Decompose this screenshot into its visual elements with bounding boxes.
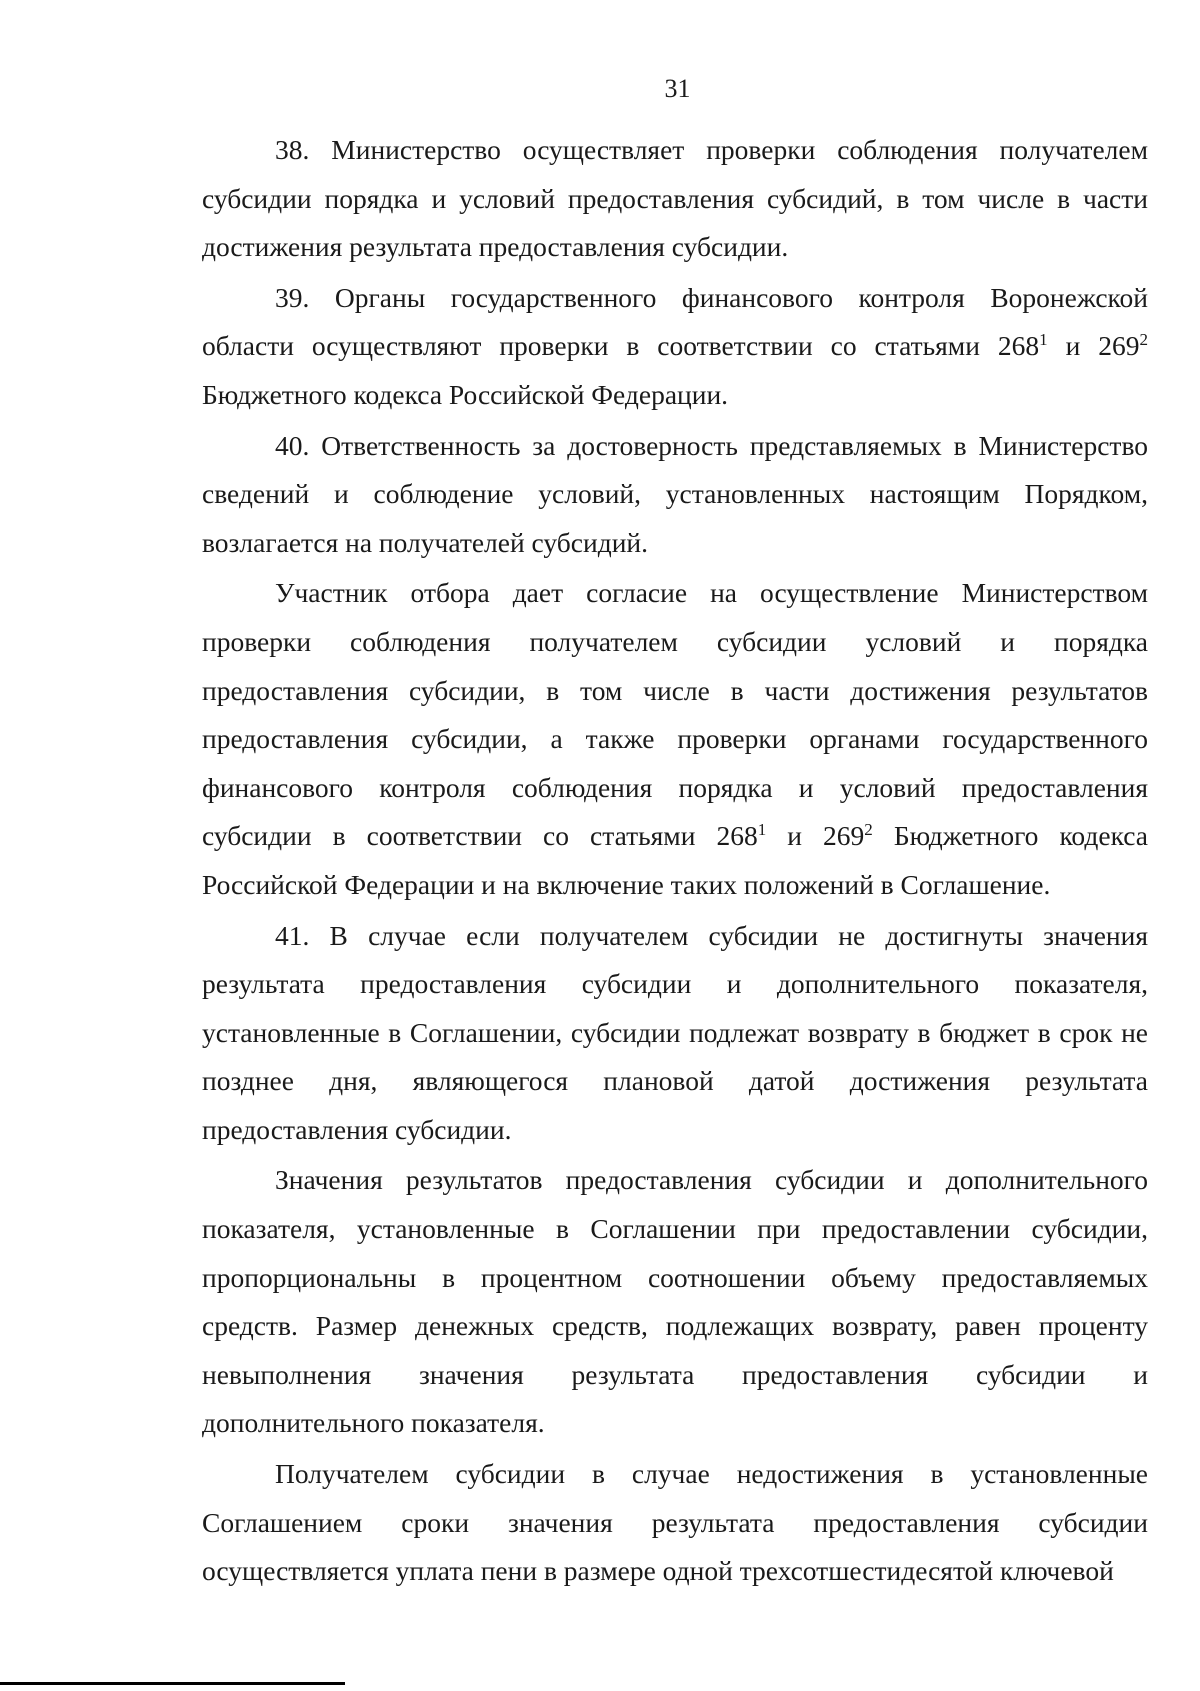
paragraph-40: 40. Ответственность за достоверность представляемых в Министерство сведений и соблюдение условий, установленных настоящим Порядком, возлагается на получателей субсидий. (202, 429, 1148, 558)
superscript-1: 1 (757, 820, 767, 840)
paragraph-38: 38. Министерство осуществляет проверки соблюдения получателем субсидии порядка и условий предоставления субсидий, в том числе в части достижения результата предоставления субсидии. (202, 134, 1148, 263)
paragraph-40-consent-text-a: Участник отбора дает согласие на осуществление Министерством проверки соблюдения получателем субсидии условий и порядка предоставления субсидии, в том числе в части достижения результатов предоставления субсидии, а также проверки органами государственного финансового контроля соблюдения порядка и условий предоставления субсидии в соответствии со статьями 268 (202, 577, 1148, 852)
superscript-2: 2 (864, 820, 873, 840)
superscript-2: 2 (1139, 330, 1149, 350)
paragraph-39-text-c: Бюджетного кодекса Российской Федерации. (202, 378, 729, 410)
page-number: 31 (664, 74, 691, 103)
paragraph-39-text-b: и 269 (1047, 330, 1140, 362)
footer-rule (0, 1682, 345, 1685)
paragraph-39-text-a: 39. Органы государственного финансового контроля Воронежской области осуществляют проверки в соответствии со статьями 268 (202, 281, 1148, 362)
paragraph-40-consent (202, 569, 1148, 909)
superscript-1: 1 (1039, 330, 1048, 350)
document-body (202, 126, 1148, 1596)
paragraph-41-values: Значения результатов предоставления субсидии и дополнительного показателя, установленные в Соглашении при предоставлении субсидии, пропорциональны в процентном соотношении объему предоставляемых средств. Размер денежных средств, подлежащих возврату, равен проценту невыполнения значения результата предоставления субсидии и дополнительного показателя. (202, 1164, 1148, 1439)
paragraph-40-consent-text-b: и 269 (766, 820, 865, 852)
paragraph-41-penalty: Получателем субсидии в случае недостижения в установленные Соглашением сроки значения результата предоставления субсидии осуществляется уплата пени в размере одной трехсотшестидесятой ключевой (202, 1458, 1148, 1587)
paragraph-40-consent-text-c: Бюджетного кодекса Российской Федерации и на включение таких положений в Соглашение. (202, 820, 1148, 900)
paragraph-41: 41. В случае если получателем субсидии не достигнуты значения результата предоставления субсидии и дополнительного показателя, установленные в Соглашении, субсидии подлежат возврату в бюджет в срок не позднее дня, являющегося плановой датой достижения результата предоставления субсидии. (202, 919, 1148, 1145)
paragraph-39 (202, 274, 1148, 420)
